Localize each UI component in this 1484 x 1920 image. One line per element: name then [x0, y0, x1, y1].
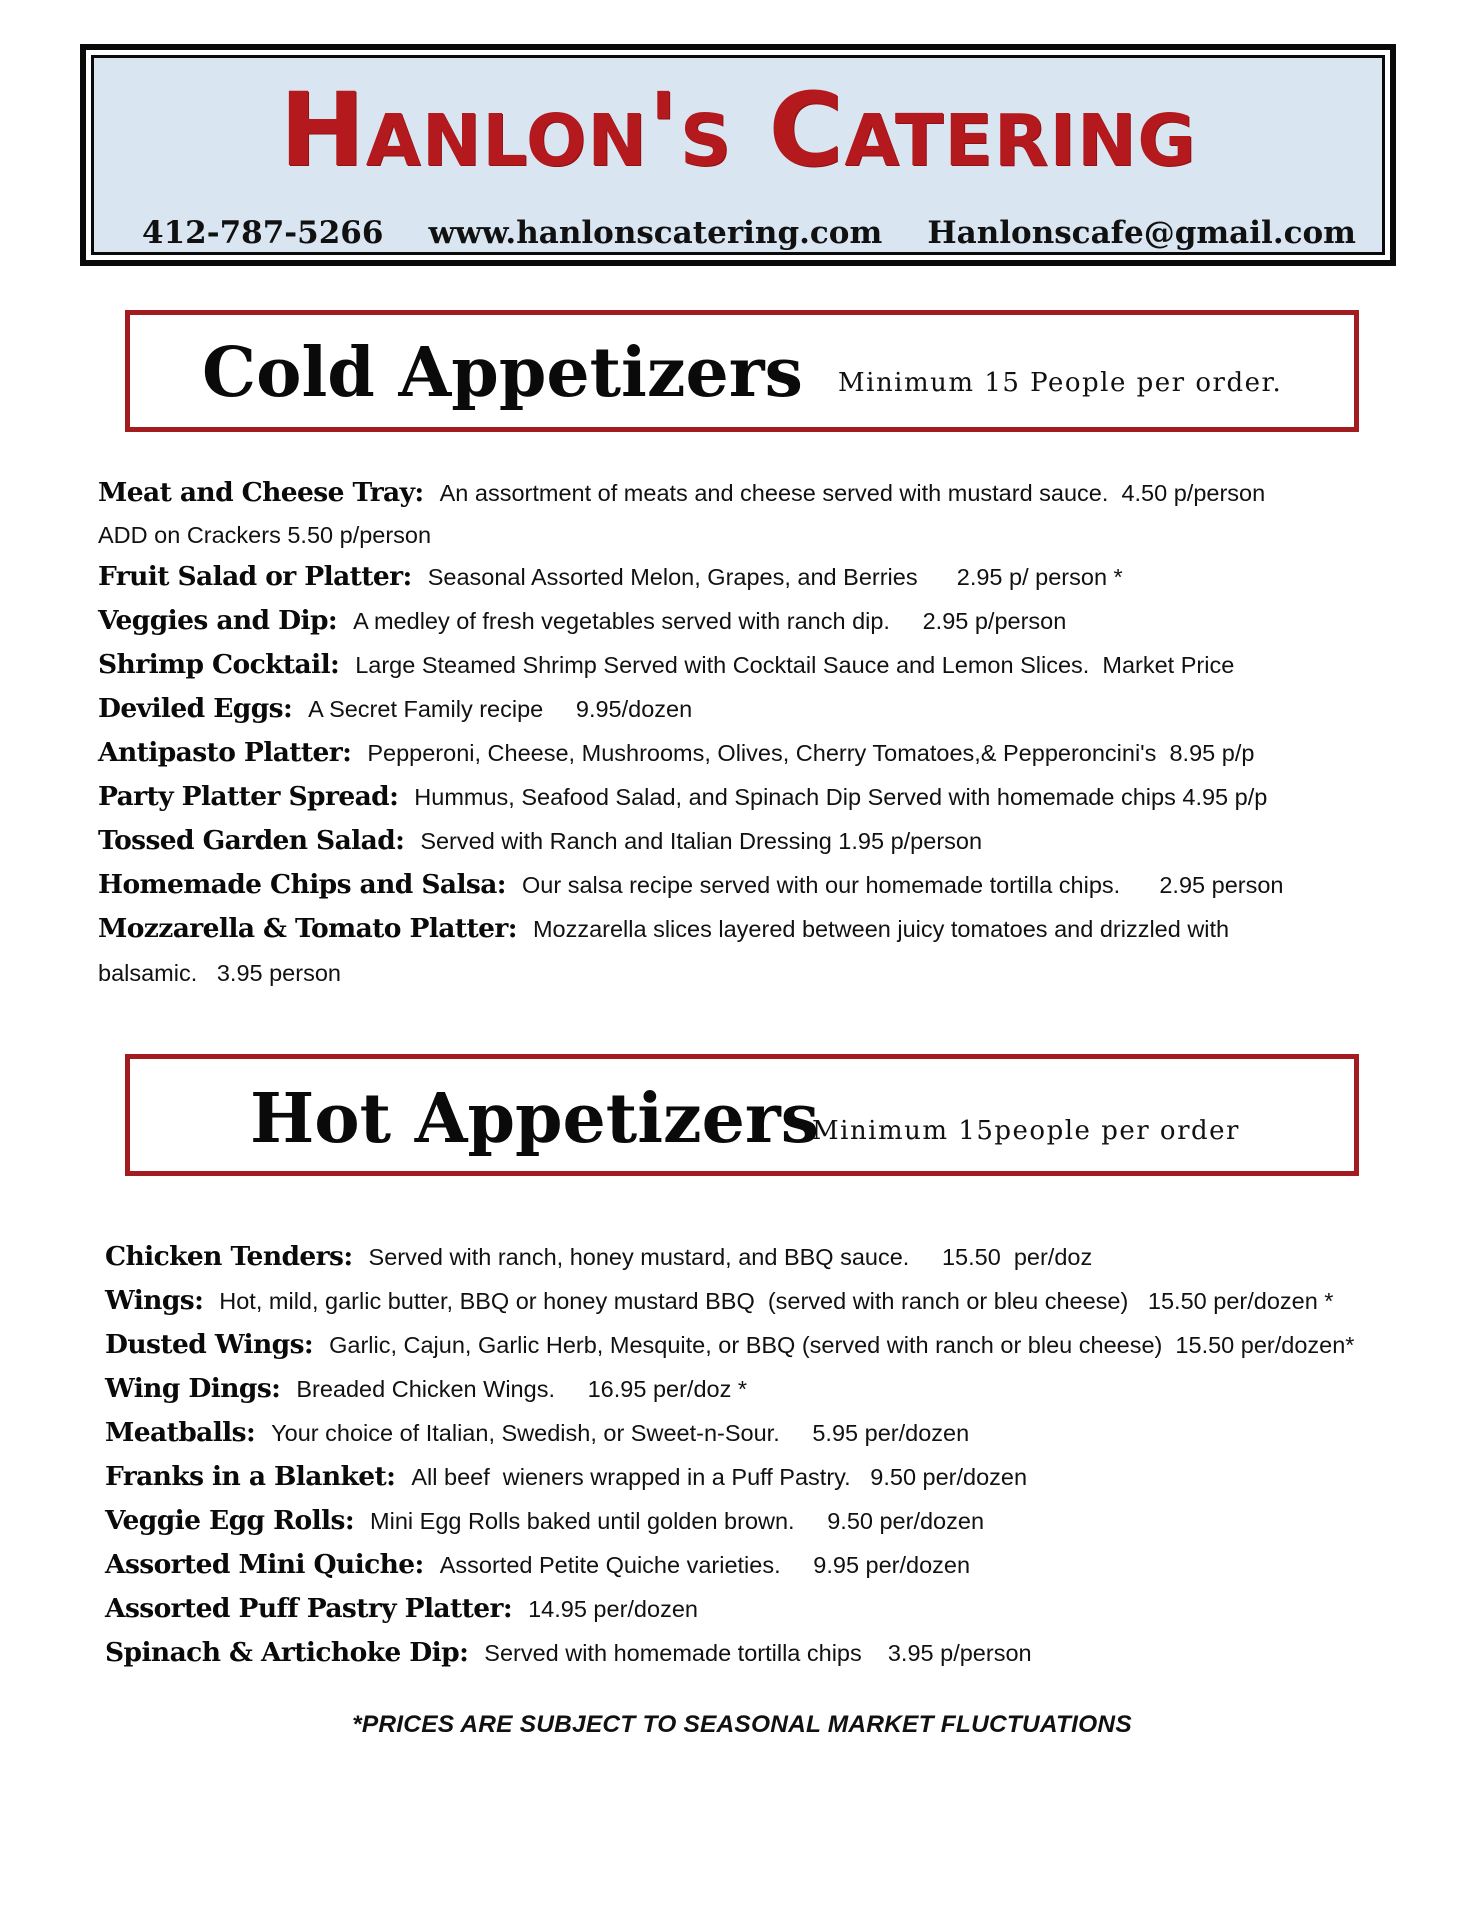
item-description: Mini Egg Rolls baked until golden brown. 9.50 per/dozen	[370, 1508, 985, 1534]
item-name: Veggie Egg Rolls:	[105, 1505, 355, 1536]
item-description: Served with Ranch and Italian Dressing 1.95 p/person	[420, 828, 983, 854]
item-name: Wings:	[105, 1285, 204, 1316]
item-description: Hot, mild, garlic butter, BBQ or honey mustard BBQ (served with ranch or bleu cheese) 15.50 per/dozen *	[219, 1288, 1334, 1314]
item-description: Breaded Chicken Wings. 16.95 per/doz *	[296, 1376, 748, 1402]
menu-item	[98, 912, 1229, 946]
item-description-continued: balsamic. 3.95 person	[98, 960, 341, 986]
item-name: Meat and Cheese Tray:	[98, 477, 424, 508]
menu-item	[105, 1548, 970, 1582]
item-description: Seasonal Assorted Melon, Grapes, and Berries 2.95 p/ person *	[427, 564, 1123, 590]
item-name: Deviled Eggs:	[98, 693, 293, 724]
section-title: Cold Appetizers	[202, 333, 803, 413]
email-address: Hanlonscafe@gmail.com	[927, 215, 1356, 251]
menu-item	[98, 692, 692, 726]
item-description: 14.95 per/dozen	[528, 1596, 698, 1622]
section-minimum-note: Minimum 15people per order	[812, 1116, 1240, 1146]
header-banner	[80, 44, 1396, 266]
item-name: Spinach & Artichoke Dip:	[105, 1637, 469, 1668]
item-description: Served with ranch, honey mustard, and BBQ sauce. 15.50 per/doz	[368, 1244, 1093, 1270]
item-name: Franks in a Blanket:	[105, 1461, 396, 1492]
website-address: www.hanlonscatering.com	[428, 215, 883, 251]
item-name: Fruit Salad or Platter:	[98, 561, 412, 592]
menu-item	[105, 1240, 1092, 1274]
item-description: A medley of fresh vegetables served with ranch dip. 2.95 p/person	[353, 608, 1067, 634]
item-description: A Secret Family recipe 9.95/dozen	[308, 696, 693, 722]
item-description: All beef wieners wrapped in a Puff Pastry. 9.50 per/dozen	[411, 1464, 1028, 1490]
item-description: Hummus, Seafood Salad, and Spinach Dip Served with homemade chips 4.95 p/p	[414, 784, 1268, 810]
menu-item	[98, 868, 1284, 902]
item-name: Veggies and Dip:	[98, 605, 338, 636]
menu-item	[105, 1504, 984, 1538]
item-name: Wing Dings:	[105, 1373, 281, 1404]
menu-item	[105, 1416, 969, 1450]
item-description-continued: ADD on Crackers 5.50 p/person	[98, 522, 432, 548]
item-description: Assorted Petite Quiche varieties. 9.95 per/dozen	[439, 1552, 971, 1578]
menu-item	[98, 736, 1254, 770]
item-name: Mozzarella & Tomato Platter:	[98, 913, 517, 944]
menu-item	[105, 1592, 698, 1626]
item-name: Meatballs:	[105, 1417, 256, 1448]
item-description: Large Steamed Shrimp Served with Cocktail Sauce and Lemon Slices. Market Price	[355, 652, 1235, 678]
item-name: Homemade Chips and Salsa:	[98, 869, 506, 900]
menu-item	[98, 648, 1234, 682]
menu-item	[98, 604, 1066, 638]
menu-item	[105, 1636, 1032, 1670]
hot-appetizers-header	[125, 1054, 1359, 1176]
item-name: Dusted Wings:	[105, 1329, 314, 1360]
item-description: Our salsa recipe served with our homemade tortilla chips. 2.95 person	[521, 872, 1284, 898]
item-name: Chicken Tenders:	[105, 1241, 353, 1272]
price-disclaimer: *PRICES ARE SUBJECT TO SEASONAL MARKET FLUCTUATIONS	[352, 1711, 1132, 1738]
menu-item	[105, 1328, 1354, 1362]
menu-item	[105, 1460, 1027, 1494]
item-description: Garlic, Cajun, Garlic Herb, Mesquite, or BBQ (served with ranch or bleu cheese) 15.50 per/dozen*	[329, 1332, 1355, 1358]
menu-item	[98, 476, 1265, 510]
item-name: Tossed Garden Salad:	[98, 825, 405, 856]
item-description: An assortment of meats and cheese served with mustard sauce. 4.50 p/person	[439, 480, 1266, 506]
menu-item	[105, 1284, 1333, 1318]
cold-appetizers-header	[125, 310, 1359, 432]
item-description: Pepperoni, Cheese, Mushrooms, Olives, Cherry Tomatoes,& Pepperoncini's 8.95 p/p	[367, 740, 1255, 766]
menu-item	[98, 560, 1123, 594]
phone-number: 412-787-5266	[142, 215, 384, 251]
brand-logo-text: Hanlon's Catering	[279, 71, 1197, 190]
menu-item	[98, 780, 1267, 814]
item-name: Assorted Puff Pastry Platter:	[105, 1593, 513, 1624]
item-name: Antipasto Platter:	[98, 737, 352, 768]
item-name: Party Platter Spread:	[98, 781, 399, 812]
menu-item	[105, 1372, 747, 1406]
item-name: Assorted Mini Quiche:	[105, 1549, 424, 1580]
section-title: Hot Appetizers	[250, 1079, 820, 1159]
item-description: Your choice of Italian, Swedish, or Sweet-n-Sour. 5.95 per/dozen	[271, 1420, 970, 1446]
menu-item	[98, 824, 982, 858]
item-name: Shrimp Cocktail:	[98, 649, 340, 680]
section-minimum-note: Minimum 15 People per order.	[838, 368, 1283, 398]
item-description: Mozzarella slices layered between juicy tomatoes and drizzled with	[532, 916, 1230, 942]
header-banner-inner	[91, 55, 1385, 255]
contact-row	[142, 214, 1356, 252]
item-description: Served with homemade tortilla chips 3.95 p/person	[484, 1640, 1032, 1666]
